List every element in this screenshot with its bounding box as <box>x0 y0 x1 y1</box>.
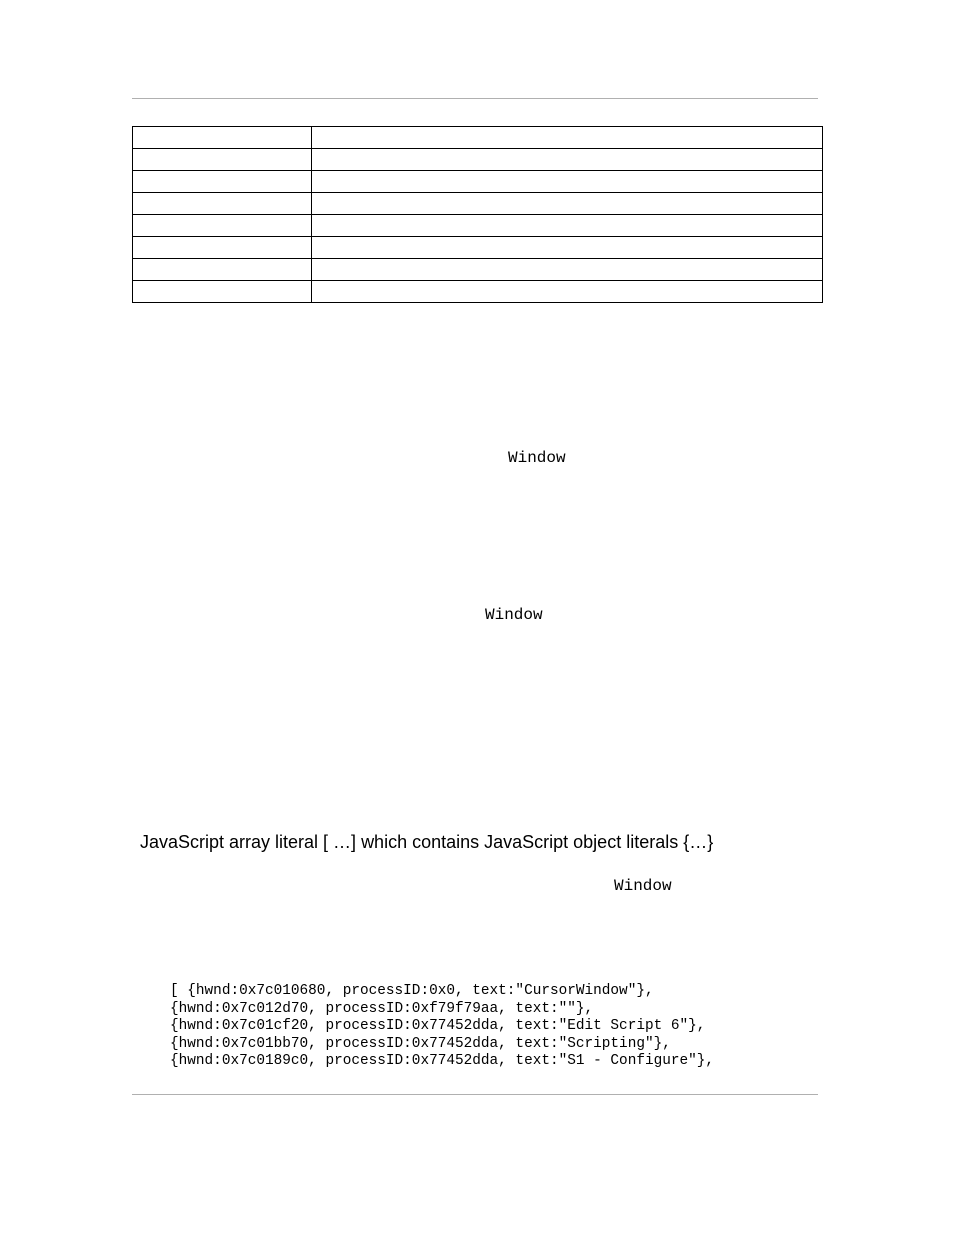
code-line: [ {hwnd:0x7c010680, processID:0x0, text:"CursorWindow"}, <box>170 983 654 999</box>
table-row <box>133 281 823 303</box>
code-line: {hwnd:0x7c012d70, processID:0xf79f79aa, text:""}, <box>170 1000 594 1017</box>
code-line: {hwnd:0x7c0189c0, processID:0x77452dda, text:"S1 - Configure"}, <box>170 1053 715 1069</box>
table-row <box>133 171 823 193</box>
table-cell <box>312 237 823 259</box>
table-cell <box>312 193 823 215</box>
code-line: {hwnd:0x7c01cf20, processID:0x77452dda, text:"Edit Script 6"}, <box>170 1018 706 1034</box>
table-cell <box>133 171 312 193</box>
table-cell <box>312 215 823 237</box>
table-cell <box>133 259 312 281</box>
table-cell <box>312 127 823 149</box>
reference-table <box>132 126 823 303</box>
code-block <box>170 983 714 1071</box>
inline-code-window: Window <box>485 606 543 624</box>
table-cell <box>133 215 312 237</box>
header-rule <box>132 98 818 99</box>
inline-code-window: Window <box>614 877 672 895</box>
table-row <box>133 237 823 259</box>
table-row <box>133 215 823 237</box>
table-cell <box>312 259 823 281</box>
table-row <box>133 193 823 215</box>
table-cell <box>312 149 823 171</box>
inline-code-window: Window <box>508 449 566 467</box>
table-cell <box>133 127 312 149</box>
table-cell <box>133 237 312 259</box>
table-cell <box>312 171 823 193</box>
code-line: {hwnd:0x7c01bb70, processID:0x77452dda, text:"Scripting"}, <box>170 1035 671 1052</box>
table-row <box>133 259 823 281</box>
table-row <box>133 149 823 171</box>
table-cell <box>312 281 823 303</box>
table-cell <box>133 281 312 303</box>
table-cell <box>133 149 312 171</box>
body-paragraph: JavaScript array literal [ …] which contains JavaScript object literals {…} <box>140 832 714 852</box>
footer-rule <box>132 1094 818 1095</box>
table-row <box>133 127 823 149</box>
table-cell <box>133 193 312 215</box>
